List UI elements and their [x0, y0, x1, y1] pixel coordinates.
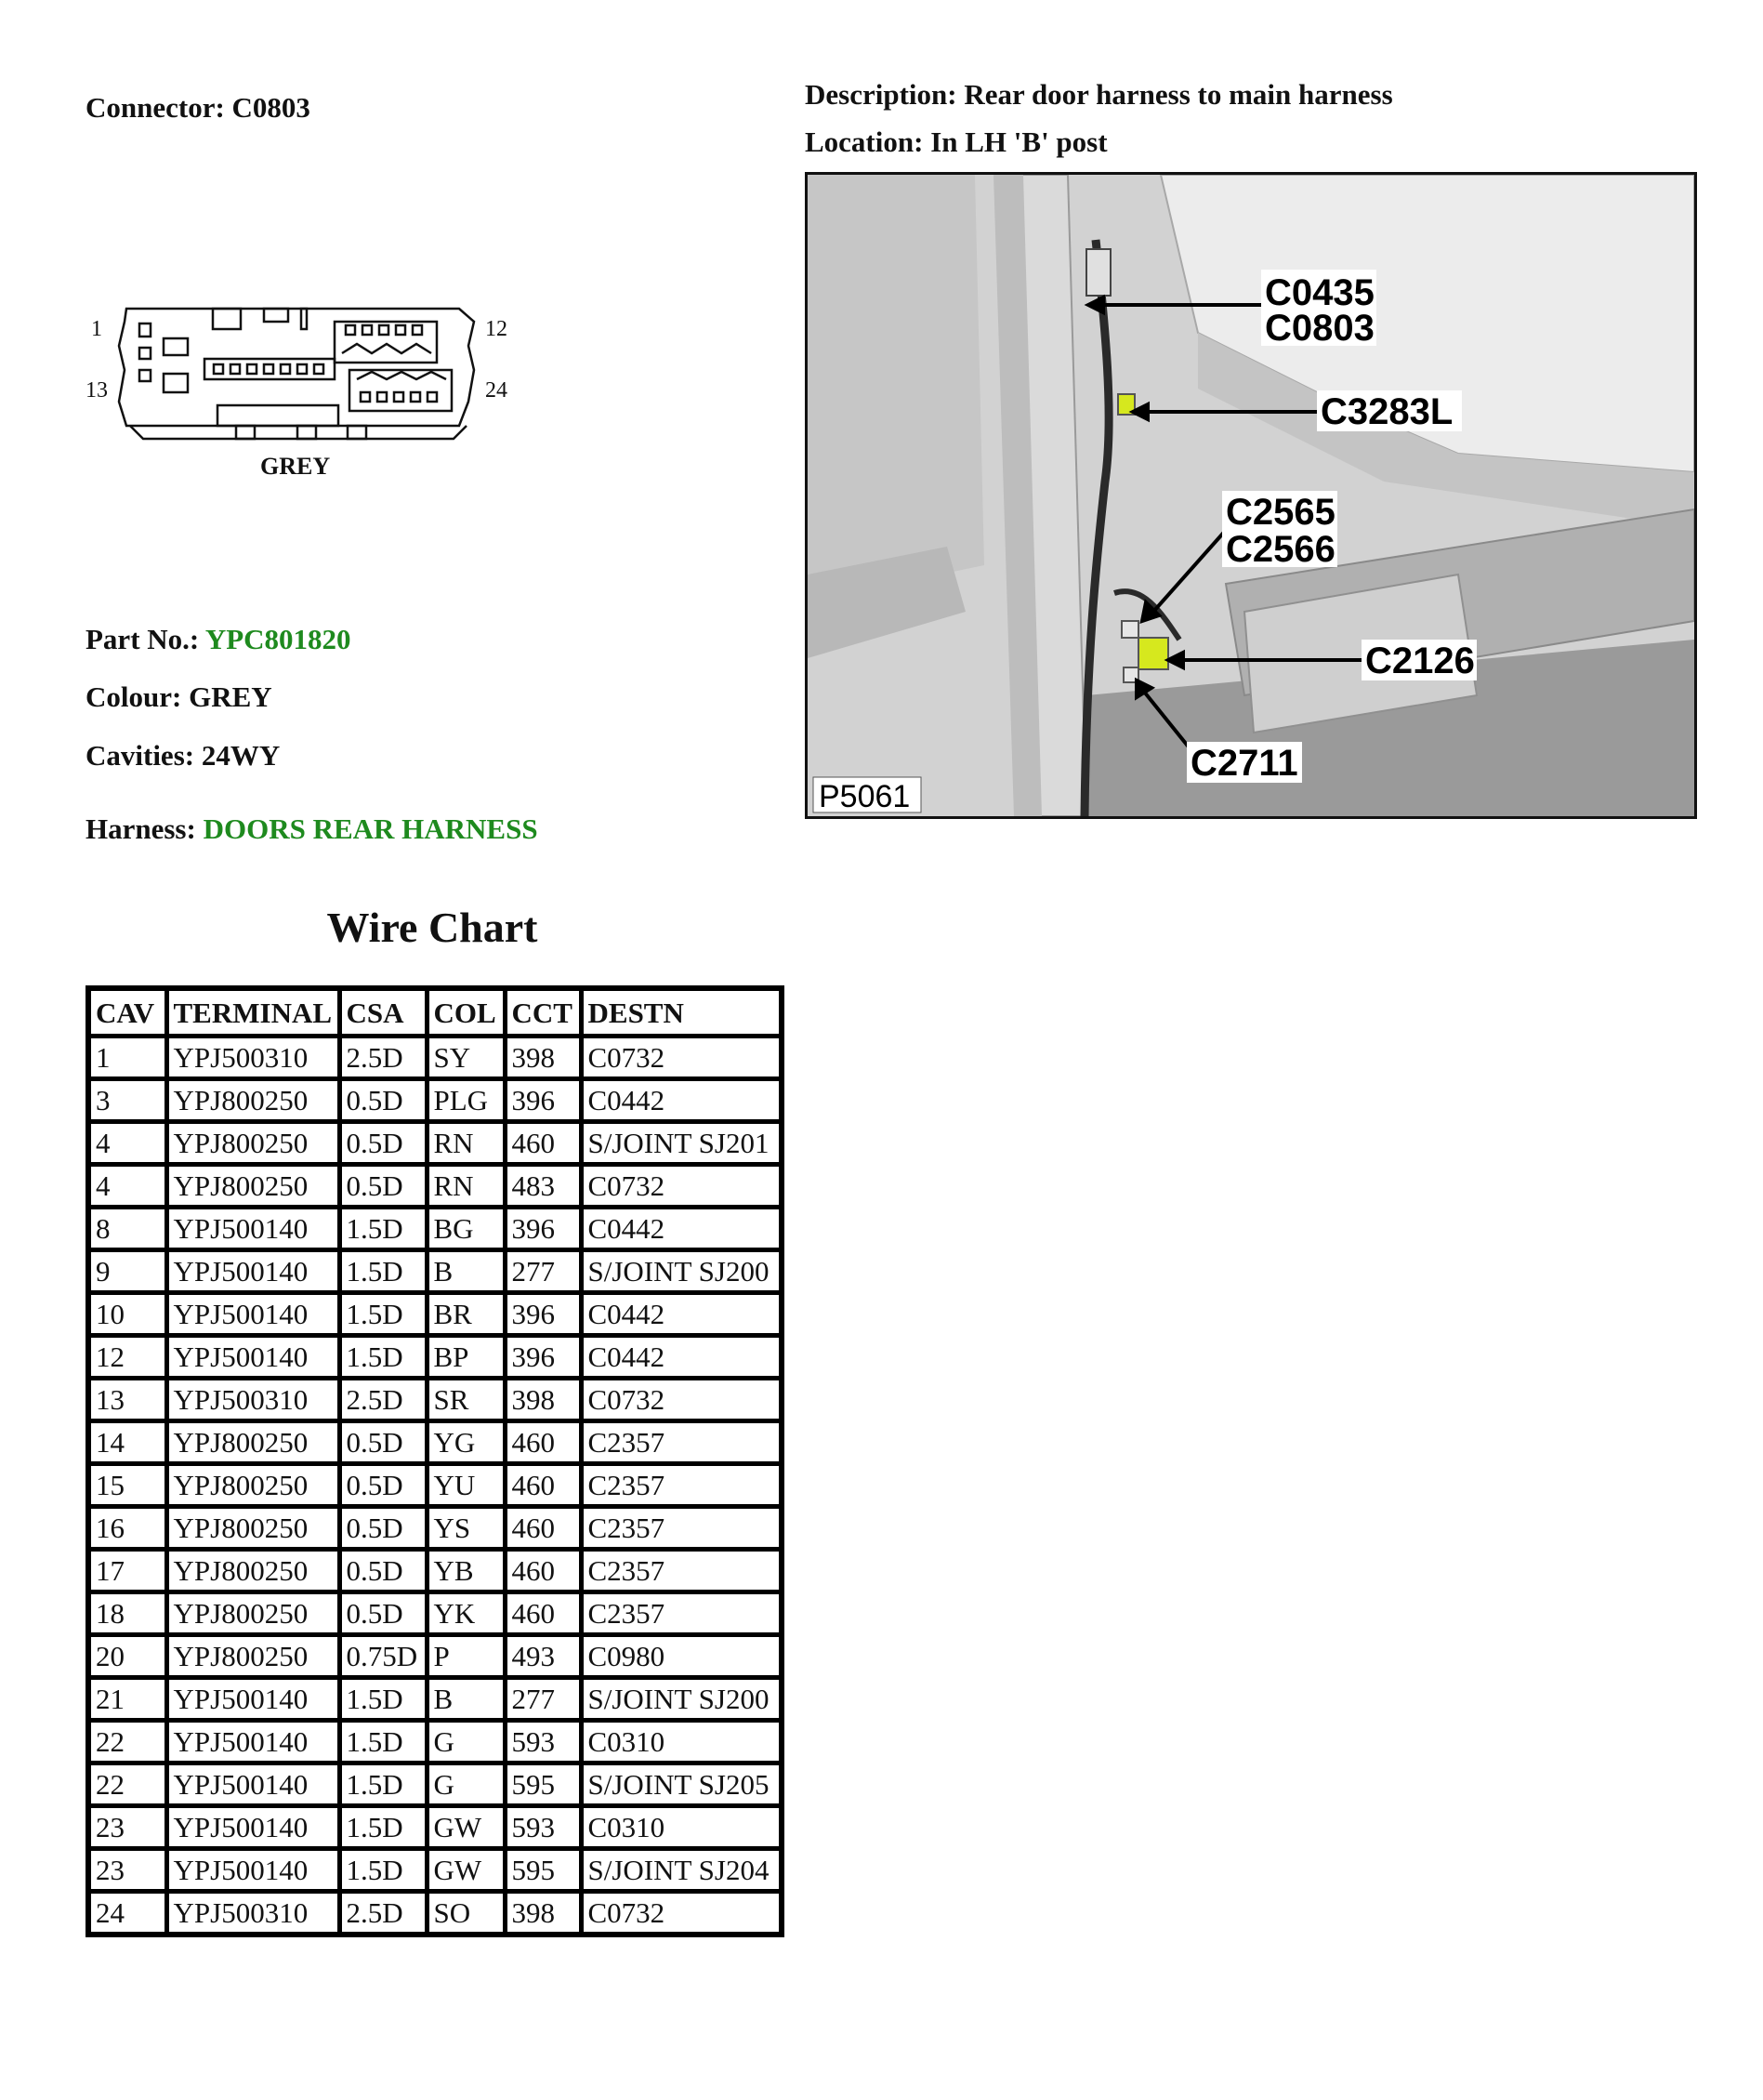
cell-col: SR	[427, 1379, 505, 1421]
cell-cav: 23	[88, 1806, 166, 1849]
table-row	[88, 1763, 782, 1806]
callout-c2711: C2711	[1191, 743, 1298, 784]
cell-col: GW	[427, 1849, 505, 1892]
table-row	[88, 1849, 782, 1892]
cavities-field	[86, 741, 280, 770]
highlight-connector-c2126	[1138, 638, 1168, 669]
table-row	[88, 1379, 782, 1421]
cell-terminal: YPJ500310	[166, 1037, 339, 1079]
location-field	[805, 127, 1108, 156]
cell-cav: 3	[88, 1079, 166, 1122]
table-row	[88, 1678, 782, 1721]
cell-col: G	[427, 1721, 505, 1763]
part-number-field	[86, 625, 351, 654]
cell-col: RN	[427, 1122, 505, 1165]
cell-cav: 17	[88, 1550, 166, 1592]
cell-terminal: YPJ500140	[166, 1336, 339, 1379]
table-row	[88, 1037, 782, 1079]
colour-field	[86, 682, 272, 711]
cell-destn: C2357	[581, 1592, 782, 1635]
connector-label: Connector:	[86, 91, 225, 124]
cell-terminal: YPJ500310	[166, 1892, 339, 1935]
cell-csa: 0.75D	[339, 1635, 427, 1678]
table-row	[88, 1550, 782, 1592]
table-row	[88, 1208, 782, 1250]
callout-c0803: C0803	[1265, 308, 1375, 349]
cell-col: BR	[427, 1293, 505, 1336]
table-row	[88, 1336, 782, 1379]
cell-cav: 21	[88, 1678, 166, 1721]
cell-terminal: YPJ800250	[166, 1635, 339, 1678]
cell-terminal: YPJ800250	[166, 1592, 339, 1635]
table-row	[88, 1464, 782, 1507]
cell-csa: 2.5D	[339, 1379, 427, 1421]
cell-terminal: YPJ500140	[166, 1721, 339, 1763]
cell-cct: 460	[505, 1421, 581, 1464]
header-csa: CSA	[339, 988, 427, 1037]
cell-cct: 460	[505, 1550, 581, 1592]
cell-csa: 0.5D	[339, 1079, 427, 1122]
wire-chart-body	[88, 1037, 782, 1935]
cell-cav: 9	[88, 1250, 166, 1293]
cell-cav: 13	[88, 1379, 166, 1421]
cell-terminal: YPJ500140	[166, 1849, 339, 1892]
cell-cav: 20	[88, 1635, 166, 1678]
part-number-link[interactable]: YPC801820	[204, 623, 351, 655]
cell-cct: 398	[505, 1037, 581, 1079]
cell-cct: 460	[505, 1122, 581, 1165]
callout-c3283l: C3283L	[1321, 391, 1454, 432]
connector-field	[86, 93, 310, 122]
cell-csa: 0.5D	[339, 1122, 427, 1165]
cell-destn: S/JOINT SJ204	[581, 1849, 782, 1892]
cell-csa: 1.5D	[339, 1721, 427, 1763]
cell-cav: 10	[88, 1293, 166, 1336]
pin-label-1: 1	[91, 317, 102, 341]
cell-cav: 1	[88, 1037, 166, 1079]
wire-chart-table	[86, 985, 784, 1937]
callout-c2565: C2565	[1226, 492, 1335, 533]
connector-face-diagram	[78, 290, 533, 490]
colour-value: GREY	[189, 680, 272, 713]
cell-col: SO	[427, 1892, 505, 1935]
description-label: Description:	[805, 78, 957, 111]
cell-col: GW	[427, 1806, 505, 1849]
table-row	[88, 1421, 782, 1464]
cell-col: PLG	[427, 1079, 505, 1122]
cell-destn: C0442	[581, 1336, 782, 1379]
table-row	[88, 1079, 782, 1122]
cell-terminal: YPJ800250	[166, 1165, 339, 1208]
photo-reference: P5061	[819, 779, 911, 814]
connector-value: C0803	[231, 91, 310, 124]
cell-terminal: YPJ800250	[166, 1550, 339, 1592]
cell-csa: 1.5D	[339, 1763, 427, 1806]
description-value: Rear door harness to main harness	[964, 78, 1393, 111]
table-row	[88, 1293, 782, 1336]
cell-destn: S/JOINT SJ201	[581, 1122, 782, 1165]
cell-terminal: YPJ500310	[166, 1379, 339, 1421]
cell-cct: 277	[505, 1678, 581, 1721]
cell-destn: C2357	[581, 1507, 782, 1550]
table-row	[88, 1892, 782, 1935]
cell-col: B	[427, 1250, 505, 1293]
cell-cct: 483	[505, 1165, 581, 1208]
header-terminal: TERMINAL	[166, 988, 339, 1037]
cell-destn: C0442	[581, 1293, 782, 1336]
cell-csa: 1.5D	[339, 1208, 427, 1250]
cavities-label: Cavities:	[86, 739, 195, 772]
cell-cct: 396	[505, 1208, 581, 1250]
cell-csa: 0.5D	[339, 1592, 427, 1635]
location-photo-illustration	[808, 175, 1694, 816]
cell-col: G	[427, 1763, 505, 1806]
cell-cct: 595	[505, 1763, 581, 1806]
description-field	[805, 80, 1393, 109]
cell-cct: 398	[505, 1379, 581, 1421]
cell-destn: S/JOINT SJ205	[581, 1763, 782, 1806]
cell-destn: C0980	[581, 1635, 782, 1678]
harness-field	[86, 814, 538, 843]
header-cct: CCT	[505, 988, 581, 1037]
pin-label-24: 24	[485, 378, 507, 403]
cell-cct: 460	[505, 1507, 581, 1550]
cell-col: YS	[427, 1507, 505, 1550]
cell-destn: C0732	[581, 1892, 782, 1935]
cell-csa: 1.5D	[339, 1678, 427, 1721]
part-number-label: Part No.:	[86, 623, 200, 655]
cell-destn: C2357	[581, 1464, 782, 1507]
cell-cct: 493	[505, 1635, 581, 1678]
cell-csa: 1.5D	[339, 1250, 427, 1293]
cell-col: P	[427, 1635, 505, 1678]
header-cav: CAV	[88, 988, 166, 1037]
cell-cct: 277	[505, 1250, 581, 1293]
table-row	[88, 1721, 782, 1763]
colour-label: Colour:	[86, 680, 182, 713]
cell-col: YK	[427, 1592, 505, 1635]
cell-cct: 460	[505, 1464, 581, 1507]
wire-chart-title: Wire Chart	[326, 904, 538, 951]
cell-terminal: YPJ500140	[166, 1293, 339, 1336]
cell-terminal: YPJ500140	[166, 1806, 339, 1849]
cell-col: RN	[427, 1165, 505, 1208]
cell-cav: 24	[88, 1892, 166, 1935]
cell-destn: C0442	[581, 1079, 782, 1122]
connector-colour-caption: GREY	[260, 453, 331, 480]
cell-cav: 22	[88, 1721, 166, 1763]
table-row	[88, 1806, 782, 1849]
cavities-value: 24WY	[201, 739, 281, 772]
cell-cct: 460	[505, 1592, 581, 1635]
cell-col: YU	[427, 1464, 505, 1507]
cell-cav: 8	[88, 1208, 166, 1250]
cell-cct: 593	[505, 1806, 581, 1849]
cell-cav: 4	[88, 1165, 166, 1208]
location-value: In LH 'B' post	[930, 125, 1108, 158]
cell-cct: 396	[505, 1079, 581, 1122]
table-row	[88, 1122, 782, 1165]
cell-destn: C0310	[581, 1806, 782, 1849]
cell-cav: 12	[88, 1336, 166, 1379]
cell-cav: 23	[88, 1849, 166, 1892]
callout-c2566: C2566	[1226, 529, 1335, 570]
cell-destn: S/JOINT SJ200	[581, 1678, 782, 1721]
cell-cav: 22	[88, 1763, 166, 1806]
cell-col: YB	[427, 1550, 505, 1592]
wire-chart-header-row	[88, 988, 782, 1037]
cell-cct: 593	[505, 1721, 581, 1763]
table-row	[88, 1635, 782, 1678]
cell-terminal: YPJ500140	[166, 1250, 339, 1293]
harness-label: Harness:	[86, 812, 196, 845]
callout-c2126: C2126	[1365, 641, 1475, 681]
cell-cav: 18	[88, 1592, 166, 1635]
location-label: Location:	[805, 125, 924, 158]
cell-col: YG	[427, 1421, 505, 1464]
cell-csa: 1.5D	[339, 1293, 427, 1336]
cell-cct: 396	[505, 1336, 581, 1379]
table-row	[88, 1592, 782, 1635]
cell-cct: 595	[505, 1849, 581, 1892]
pin-label-13: 13	[86, 378, 108, 403]
cell-destn: C2357	[581, 1550, 782, 1592]
cell-destn: S/JOINT SJ200	[581, 1250, 782, 1293]
harness-link[interactable]: DOORS REAR HARNESS	[203, 812, 538, 845]
cell-csa: 0.5D	[339, 1165, 427, 1208]
pin-label-12: 12	[485, 317, 507, 341]
table-row	[88, 1250, 782, 1293]
cell-csa: 0.5D	[339, 1464, 427, 1507]
header-destn: DESTN	[581, 988, 782, 1037]
cell-terminal: YPJ500140	[166, 1678, 339, 1721]
callout-c0435: C0435	[1265, 272, 1375, 313]
cell-terminal: YPJ800250	[166, 1122, 339, 1165]
cell-cav: 16	[88, 1507, 166, 1550]
cell-destn: C0310	[581, 1721, 782, 1763]
location-photo	[805, 172, 1697, 819]
cell-terminal: YPJ500140	[166, 1208, 339, 1250]
cell-destn: C0732	[581, 1379, 782, 1421]
cell-terminal: YPJ500140	[166, 1763, 339, 1806]
cell-csa: 0.5D	[339, 1507, 427, 1550]
cell-cav: 4	[88, 1122, 166, 1165]
cell-destn: C0732	[581, 1165, 782, 1208]
table-row	[88, 1165, 782, 1208]
cell-cct: 396	[505, 1293, 581, 1336]
cell-col: BP	[427, 1336, 505, 1379]
cell-cav: 14	[88, 1421, 166, 1464]
cell-csa: 1.5D	[339, 1336, 427, 1379]
header-col: COL	[427, 988, 505, 1037]
cell-col: B	[427, 1678, 505, 1721]
cell-col: SY	[427, 1037, 505, 1079]
cell-csa: 1.5D	[339, 1806, 427, 1849]
cell-cct: 398	[505, 1892, 581, 1935]
cell-csa: 0.5D	[339, 1550, 427, 1592]
cell-destn: C0732	[581, 1037, 782, 1079]
cell-destn: C0442	[581, 1208, 782, 1250]
table-row	[88, 1507, 782, 1550]
cell-terminal: YPJ800250	[166, 1421, 339, 1464]
cell-destn: C2357	[581, 1421, 782, 1464]
cell-cav: 15	[88, 1464, 166, 1507]
cell-csa: 2.5D	[339, 1037, 427, 1079]
cell-col: BG	[427, 1208, 505, 1250]
cell-csa: 0.5D	[339, 1421, 427, 1464]
cell-terminal: YPJ800250	[166, 1079, 339, 1122]
cell-csa: 2.5D	[339, 1892, 427, 1935]
cell-terminal: YPJ800250	[166, 1507, 339, 1550]
cell-csa: 1.5D	[339, 1849, 427, 1892]
cell-terminal: YPJ800250	[166, 1464, 339, 1507]
